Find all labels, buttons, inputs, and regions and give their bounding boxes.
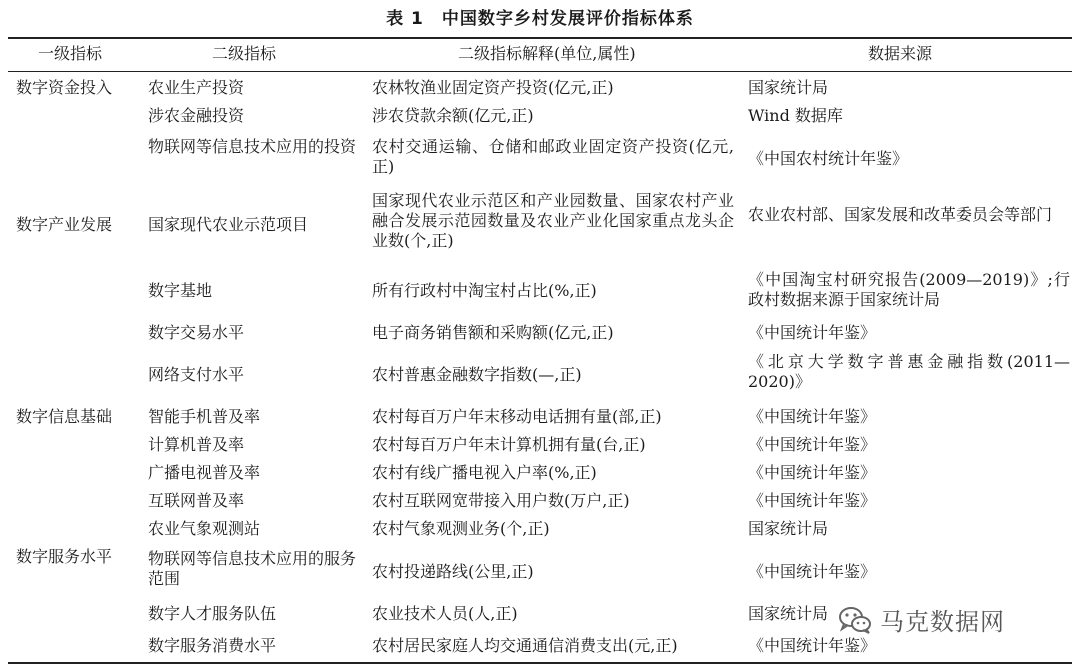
row-0-level2: 农业生产投资 <box>148 78 245 97</box>
row-13-source: 国家统计局 <box>748 604 829 623</box>
row-8-explain: 农村每百万户年末计算机拥有量(台,正) <box>372 435 646 454</box>
row-5-level2: 数字交易水平 <box>148 323 245 342</box>
row-9-level2: 广播电视普及率 <box>148 463 261 482</box>
row-2-level2: 物联网等信息技术应用的投资 <box>148 137 357 156</box>
header-source: 数据来源 <box>868 44 933 63</box>
header-rule <box>8 71 1072 72</box>
row-12-explain: 农村投递路线(公里,正) <box>372 562 534 581</box>
table-title: 中国数字乡村发展评价指标体系 <box>441 9 694 29</box>
row-6-level2: 网络支付水平 <box>148 365 245 384</box>
row-14-source: 《中国统计年鉴》 <box>748 636 877 655</box>
row-11-source: 国家统计局 <box>748 519 829 538</box>
row-14-level2: 数字服务消费水平 <box>148 636 277 655</box>
row-1-level2: 涉农金融投资 <box>148 106 245 125</box>
wechat-icon <box>838 605 872 635</box>
watermark <box>838 602 1005 637</box>
row-2-explain: 农村交通运输、仓储和邮政业固定资产投资(亿元,正) <box>372 137 734 176</box>
row-5-source: 《中国统计年鉴》 <box>748 323 877 342</box>
header-explain: 二级指标解释(单位,属性) <box>458 44 636 63</box>
row-3-level2: 国家现代农业示范项目 <box>148 215 309 234</box>
row-7-level1: 数字信息基础 <box>16 407 113 426</box>
row-7-explain: 农村每百万户年末移动电话拥有量(部,正) <box>372 407 662 426</box>
watermark-text: 马克数据网 <box>880 608 1005 636</box>
row-10-explain: 农村互联网宽带接入用户数(万户,正) <box>372 491 630 510</box>
row-2-source: 《中国农村统计年鉴》 <box>748 149 909 168</box>
row-11-explain: 农村气象观测业务(个,正) <box>372 519 550 538</box>
row-8-level2: 计算机普及率 <box>148 435 245 454</box>
row-8-source: 《中国统计年鉴》 <box>748 435 877 454</box>
row-13-explain: 农业技术人员(人,正) <box>372 604 518 623</box>
header-level2: 二级指标 <box>212 44 277 63</box>
table-number: 表 1 <box>386 9 424 29</box>
row-9-source: 《中国统计年鉴》 <box>748 463 877 482</box>
row-12-source: 《中国统计年鉴》 <box>748 562 877 581</box>
bottom-rule <box>8 662 1072 664</box>
row-10-level2: 互联网普及率 <box>148 491 245 510</box>
row-1-explain: 涉农贷款余额(亿元,正) <box>372 106 534 125</box>
row-6-source: 《北京大学数字普惠金融指数(2011—2020)》 <box>748 352 1070 391</box>
row-14-explain: 农村居民家庭人均交通通信消费支出(元,正) <box>372 636 678 655</box>
row-4-source: 《中国淘宝村研究报告(2009—2019)》;行政村数据来源于国家统计局 <box>748 270 1070 309</box>
row-11-level2: 农业气象观测站 <box>148 519 261 538</box>
header-level1: 一级指标 <box>38 44 103 63</box>
row-3-source: 农业农村部、国家发展和改革委员会等部门 <box>748 205 1053 224</box>
table-caption <box>0 4 1080 29</box>
row-5-explain: 电子商务销售额和采购额(亿元,正) <box>372 323 614 342</box>
row-13-level2: 数字人才服务队伍 <box>148 604 277 623</box>
row-1-source: Wind 数据库 <box>748 106 843 125</box>
row-4-explain: 所有行政村中淘宝村占比(%,正) <box>372 281 597 300</box>
row-12-level2: 物联网等信息技术应用的服务范围 <box>148 549 357 588</box>
row-0-explain: 农林牧渔业固定资产投资(亿元,正) <box>372 78 614 97</box>
row-10-source: 《中国统计年鉴》 <box>748 491 877 510</box>
row-4-level2: 数字基地 <box>148 281 213 300</box>
row-7-level2: 智能手机普及率 <box>148 407 261 426</box>
row-12-level1: 数字服务水平 <box>16 547 113 566</box>
row-0-source: 国家统计局 <box>748 78 829 97</box>
row-9-explain: 农村有线广播电视入户率(%,正) <box>372 463 597 482</box>
row-3-explain: 国家现代农业示范区和产业园数量、国家农村产业融合发展示范园数量及农业产业化国家重点龙头企业数(个,正) <box>372 191 734 250</box>
row-3-level1: 数字产业发展 <box>16 215 113 234</box>
top-rule <box>8 37 1072 39</box>
row-6-explain: 农村普惠金融数字指数(—,正) <box>372 365 582 384</box>
row-0-level1: 数字资金投入 <box>16 78 113 97</box>
row-7-source: 《中国统计年鉴》 <box>748 407 877 426</box>
